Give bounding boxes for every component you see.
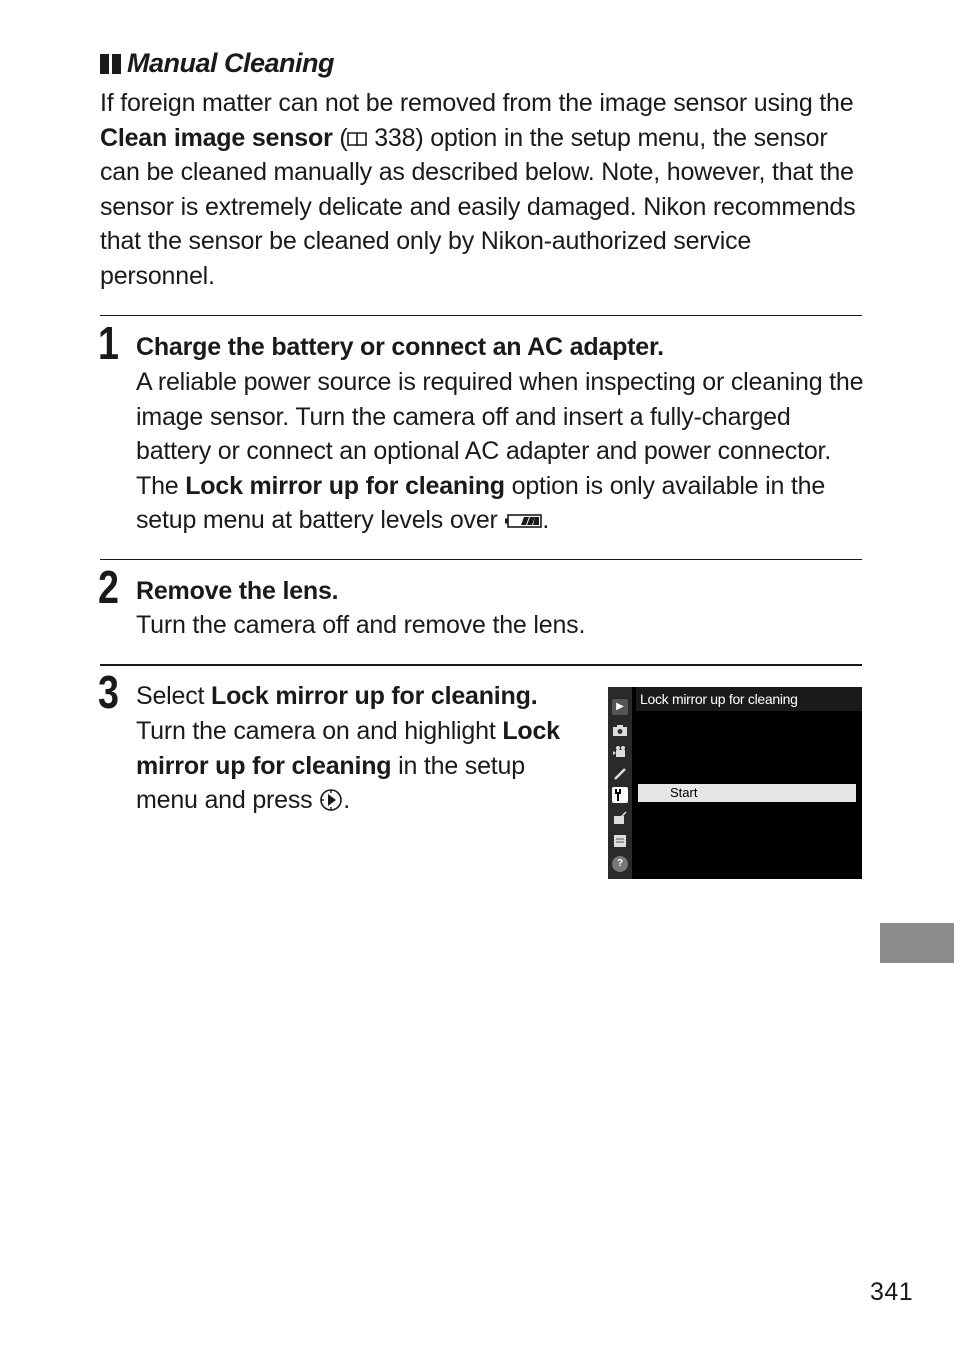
step-title: Select Lock mirror up for cleaning. bbox=[136, 682, 538, 710]
step-title: Charge the battery or connect an AC adapter. bbox=[136, 333, 664, 361]
section-marker-icon bbox=[100, 54, 121, 74]
battery-level-icon bbox=[504, 503, 542, 517]
camera-menu-screenshot bbox=[608, 687, 862, 879]
wrench-icon bbox=[612, 787, 628, 803]
book-reference-icon bbox=[347, 122, 367, 138]
step-number: 1 bbox=[98, 317, 119, 369]
page-number: 341 bbox=[870, 1278, 914, 1306]
step-divider bbox=[100, 559, 862, 560]
multi-selector-right-icon bbox=[319, 787, 343, 811]
start-menu-item: Start bbox=[638, 784, 856, 802]
section-heading bbox=[100, 48, 334, 79]
intro-paragraph: If foreign matter can not be removed from the image sensor using the Clean image sensor ( 338) option in the setup menu, the sensor can be cleaned manually as described below. Note, however, that the sensor is extremely delicate and easily damaged. Nikon recommends that the sensor be cleaned only by Nikon-authorized service personnel. bbox=[100, 89, 856, 290]
chapter-thumb-tab bbox=[880, 923, 954, 963]
clean-image-sensor-term: Clean image sensor bbox=[100, 123, 333, 152]
step-divider bbox=[100, 315, 862, 316]
movie-icon bbox=[612, 744, 628, 760]
pencil-icon bbox=[612, 766, 628, 782]
help-icon: ? bbox=[612, 856, 628, 872]
playback-icon: ▶ bbox=[612, 699, 628, 715]
step-title: Remove the lens. bbox=[136, 577, 339, 605]
step-body: A reliable power source is required when inspecting or cleaning the image sensor. Turn the camera off and insert a fully-charged battery or connect an optional AC adapter and power connector. The Lock mirror up for cleaning option is only available in the setup menu at battery levels over . bbox=[136, 368, 864, 534]
menu-tab-column bbox=[608, 687, 632, 879]
step-body: Turn the camera off and remove the lens. bbox=[136, 611, 586, 639]
my-menu-icon bbox=[612, 833, 628, 849]
screen-menu-title: Lock mirror up for cleaning bbox=[636, 687, 862, 711]
camera-icon bbox=[612, 722, 628, 738]
step-number: 2 bbox=[98, 561, 119, 613]
step-number: 3 bbox=[98, 666, 119, 718]
step-divider bbox=[100, 664, 862, 666]
retouch-icon bbox=[612, 810, 628, 826]
section-title: Manual Cleaning bbox=[127, 48, 335, 78]
step-body: Turn the camera on and highlight Lock mirror up for cleaning in the setup menu and press . bbox=[136, 717, 560, 814]
